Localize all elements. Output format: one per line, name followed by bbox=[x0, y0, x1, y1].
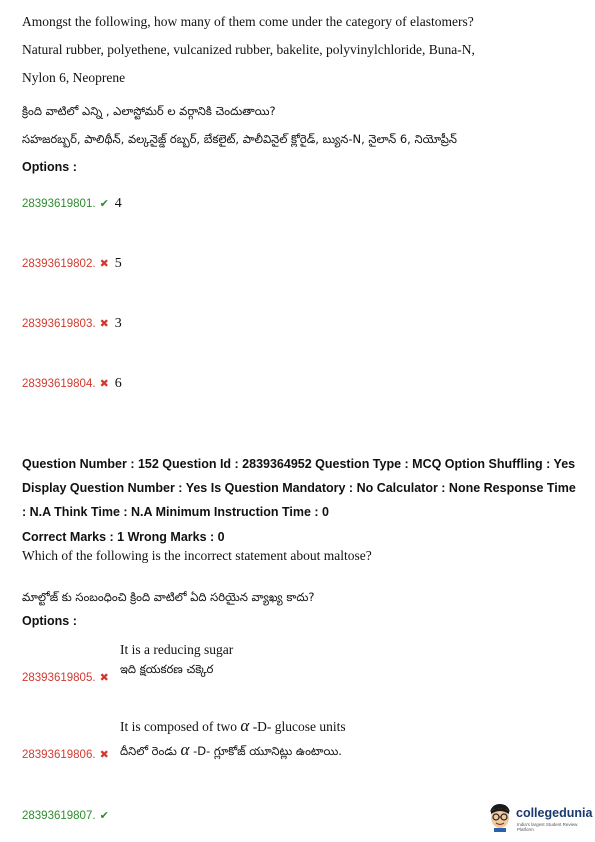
q1-option-2 bbox=[22, 254, 122, 272]
correct-check-icon: ✔ bbox=[99, 197, 109, 210]
q2-opt2-english bbox=[120, 716, 346, 736]
logo-wordmark: collegedunia bbox=[516, 806, 593, 820]
alpha-symbol: α bbox=[180, 740, 190, 759]
q2-opt1-telugu: ఇది క్షయకరణ చక్కెర bbox=[120, 662, 214, 676]
q1-telugu-line1: క్రింది వాటిలో ఎన్ని , ఎలాస్టోమర్ ల వర్గానికి చెందుతాయి? bbox=[22, 104, 276, 118]
q1-telugu-line2: సహజరబ్బర్, పాలిథీన్, వల్కనైజ్డ్ రబ్బర్, బేకలైట్, పాలీవినైల్ క్లోరైడ్, బ్యున-N, నైలాన్ 6, నియోప్రీన్ bbox=[22, 132, 457, 146]
q1-english-line2: Natural rubber, polyethene, vulcanized rubber, bakelite, polyvinylchloride, Buna-N, bbox=[22, 42, 475, 57]
q2-options-label: Options : bbox=[22, 614, 77, 628]
option-id: 28393619801. bbox=[22, 198, 96, 210]
wrong-cross-icon: ✖ bbox=[99, 671, 109, 684]
q2-option-3 bbox=[22, 806, 109, 824]
q2-telugu: మాల్టోజ్ కు సంబంధించి క్రింది వాటిలో ఏది సరియైన వ్యాఖ్య కాదు? bbox=[22, 590, 315, 604]
q2-meta-line2: Display Question Number : Yes Is Question Mandatory : No Calculator : None Response Time bbox=[22, 481, 576, 495]
text: -D- గ్లూకోజ్ యూనిట్లు ఉంటాయి. bbox=[189, 744, 342, 758]
collegedunia-logo bbox=[486, 800, 593, 836]
q2-meta-line3: : N.A Think Time : N.A Minimum Instruction Time : 0 bbox=[22, 505, 329, 519]
option-value: 3 bbox=[114, 316, 122, 331]
q1-option-4 bbox=[22, 374, 122, 392]
q1-english-line3: Nylon 6, Neoprene bbox=[22, 70, 126, 85]
wrong-cross-icon: ✖ bbox=[99, 748, 109, 761]
q1-option-3 bbox=[22, 314, 122, 332]
option-value: 4 bbox=[114, 196, 122, 211]
q2-meta-line1: Question Number : 152 Question Id : 2839364952 Question Type : MCQ Option Shuffling : Yes bbox=[22, 457, 576, 471]
option-id: 28393619806. bbox=[22, 749, 96, 761]
q2-opt2-telugu bbox=[120, 740, 342, 761]
q2-english: Which of the following is the incorrect statement about maltose? bbox=[22, 548, 372, 563]
text: దీనిలో రెండు bbox=[120, 744, 181, 758]
option-id: 28393619804. bbox=[22, 378, 96, 390]
alpha-symbol: α bbox=[240, 716, 250, 735]
wrong-cross-icon: ✖ bbox=[99, 317, 109, 330]
option-id: 28393619802. bbox=[22, 258, 96, 270]
option-value: 6 bbox=[114, 376, 122, 391]
option-id: 28393619807. bbox=[22, 810, 96, 822]
wrong-cross-icon: ✖ bbox=[99, 257, 109, 270]
text: It is composed of two bbox=[120, 719, 241, 734]
option-id: 28393619805. bbox=[22, 672, 96, 684]
logo-tagline: India's largest Student Review Platform bbox=[517, 822, 578, 832]
q1-options-label: Options : bbox=[22, 160, 77, 174]
option-id: 28393619803. bbox=[22, 318, 96, 330]
wrong-cross-icon: ✖ bbox=[99, 377, 109, 390]
q1-option-1 bbox=[22, 194, 122, 212]
q2-option-2 bbox=[22, 745, 109, 763]
q1-english-line1: Amongst the following, how many of them come under the category of elastomers? bbox=[22, 14, 474, 29]
correct-check-icon: ✔ bbox=[99, 809, 109, 822]
q2-marks-line: Correct Marks : 1 Wrong Marks : 0 bbox=[22, 530, 225, 544]
text: -D- glucose units bbox=[249, 719, 346, 734]
q2-opt1-english: It is a reducing sugar bbox=[120, 642, 234, 657]
mascot-face-icon bbox=[486, 802, 514, 832]
option-value: 5 bbox=[114, 256, 122, 271]
q2-option-1 bbox=[22, 668, 109, 686]
